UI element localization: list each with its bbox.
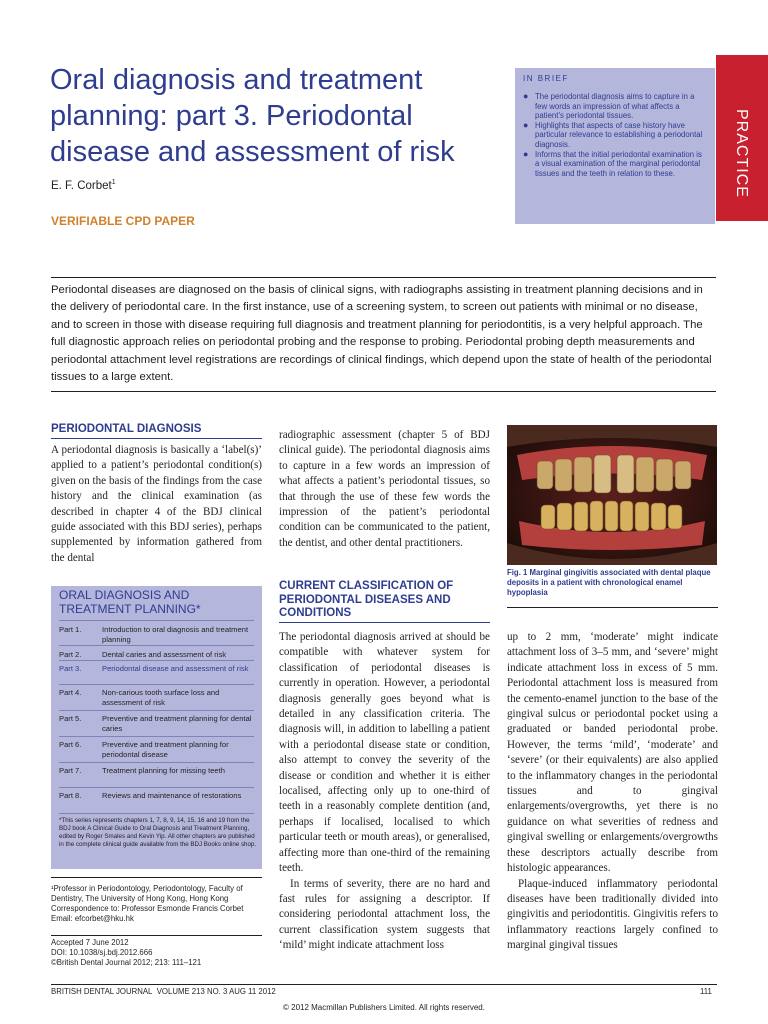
- in-brief-item-text: The periodontal diagnosis aims to capture in a few words an impression of what affects a patient’s periodontal tissues.: [535, 92, 695, 121]
- affiliation-rule: [51, 877, 262, 878]
- in-brief-item: [523, 121, 707, 150]
- series-box: [51, 586, 262, 869]
- in-brief-item: [523, 92, 707, 121]
- part-number: Part 2.: [59, 650, 82, 659]
- journal-name: BRITISH DENTAL JOURNAL: [51, 987, 153, 996]
- divider: [59, 710, 254, 711]
- part-number: Part 8.: [59, 791, 82, 800]
- abstract-bottom-rule: [51, 391, 716, 392]
- part-title: Dental caries and assessment of risk: [102, 650, 227, 659]
- meta-rule: [51, 935, 262, 936]
- page-number: 111: [700, 987, 712, 996]
- figure-caption-rule: [507, 607, 718, 608]
- copyright-line: © 2012 Macmillan Publishers Limited. All rights reserved.: [283, 1003, 485, 1012]
- divider: [59, 645, 254, 646]
- part-number: Part 1.: [59, 625, 82, 634]
- section-tab: [716, 55, 768, 221]
- body-paragraph: The periodontal diagnosis arrived at should be compatible with whatever system for classification of periodontal diseases is currently in operation. However, a periodontal diagnosis generally goes beyond what is detailed in any classification criteria. The diagnosis will, in addition to labelling a patient with a periodontal disease state or condition, also attempt to convey the severity of the disease or condition and whether it is either localised, affecting only up to one-third of teeth in a reasonably complete dentition (and, perhaps if localised, localised to which particular teeth or mouth areas), or generalised, affecting more than one-third of the remaining teeth.: [279, 631, 490, 875]
- article-title: Oral diagnosis and treatment planning: part 3. Periodontal disease and assessment of risk: [50, 64, 455, 168]
- body-paragraph: radiographic assessment (chapter 5 of BDJ clinical guide). The periodontal diagnosis aims to capture in a few words an impression of what affects a patient’s periodontal tissues, so that through the use of these few words the impression of the patient’s periodontal condition can be communicated to the patient, the dentist, and other dental practitioners.: [279, 429, 490, 549]
- correspondence-line: Correspondence to: Professor Esmonde Francis Corbet: [51, 904, 244, 913]
- part-title: Preventive and treatment planning for dental caries: [102, 714, 252, 733]
- section-heading: CURRENT CLASSIFICATION OF PERIODONTAL DISEASES AND CONDITIONS: [279, 580, 454, 619]
- accepted-date: Accepted 7 June 2012: [51, 938, 129, 947]
- part-number: Part 7.: [59, 766, 82, 775]
- in-brief-item-text: Highlights that aspects of case history have particular relevance to establishing a periodontal diagnosis.: [535, 120, 703, 149]
- author-affiliation-marker: 1: [111, 179, 116, 186]
- doi: DOI: 10.1038/sj.bdj.2012.666: [51, 948, 153, 957]
- part-title: Non-carious tooth surface loss and assessment of risk: [102, 688, 220, 707]
- series-box-heading: ORAL DIAGNOSIS AND TREATMENT PLANNING*: [59, 588, 201, 616]
- journal-issue: VOLUME 213 NO. 3 AUG 11 2012: [156, 987, 276, 996]
- divider: [59, 684, 254, 685]
- footer-rule: [51, 984, 717, 985]
- section-heading: PERIODONTAL DIAGNOSIS: [51, 423, 262, 439]
- cpd-label: VERIFIABLE CPD PAPER: [51, 214, 195, 228]
- body-paragraph: A periodontal diagnosis is basically a ‘label(s)’ applied to a patient’s periodontal condition(s) given on the basis of the findings from the case history and the clinical examination (as described in chapter 4 of the BDJ clinical guide associated with this BDJ series), perhaps supplemented by information gathered from the dental: [51, 444, 262, 564]
- bullet-icon: ●: [523, 119, 529, 130]
- part-title: Preventive and treatment planning for periodontal disease: [102, 740, 229, 759]
- divider: [59, 787, 254, 788]
- part-title: Periodontal disease and assessment of risk: [102, 664, 249, 673]
- footer-journal: [51, 987, 276, 996]
- part-number: Part 3.: [59, 664, 82, 673]
- part-number: Part 4.: [59, 688, 82, 697]
- column-2-text: [279, 630, 490, 954]
- part-number: Part 5.: [59, 714, 82, 723]
- column-3-text: [507, 630, 718, 954]
- divider: [59, 660, 254, 661]
- abstract: Periodontal diseases are diagnosed on the basis of clinical signs, with radiographs assisting in treatment planning decisions and in the delivery of periodontal care. In the first instance, use of a screening system, to screen out patients with minimal or no disease, and to screen in those with disease requiring full diagnosis and treatment planning for periodontitis, is a very helpful approach. The full diagnostic approach relies on periodontal probing and the response to probing. Periodontal probing depth measurements and periodontal attachment level registrations are recordings of clinical findings, which depend upon the state of health of the periodontal tissues to a large extent.: [51, 284, 712, 384]
- part-title: Introduction to oral diagnosis and treatment planning: [102, 625, 249, 644]
- clinical-photo-figure: [507, 425, 717, 565]
- divider: [59, 620, 254, 621]
- in-brief-item-text: Informs that the initial periodontal examination is a visual examination of the marginal periodontal tissues and the teeth in relation to these.: [535, 149, 702, 178]
- affiliation: [51, 884, 271, 924]
- section-tab-label: PRACTICE: [733, 109, 750, 198]
- divider: [59, 736, 254, 737]
- author-line: [51, 179, 116, 192]
- part-title: Reviews and maintenance of restorations: [102, 791, 242, 800]
- affiliation-line: ¹Professor in Periodontology, Periodontology, Faculty of Dentistry, The University of Hong Kong, Hong Kong: [51, 884, 243, 903]
- in-brief-heading: IN BRIEF: [523, 74, 569, 83]
- in-brief-box: [515, 68, 715, 224]
- author-name: E. F. Corbet: [51, 179, 112, 192]
- series-footnote: *This series represents chapters 1, 7, 8, 9, 14, 15, 16 and 19 from the BDJ book A Clinical Guide to Oral Diagnosis and Treatment Planning, edited by Roger Smales and Kevin Yip. All other chapters are published in the complete clinical guide available from the BDJ Books online shop.: [59, 817, 257, 849]
- body-paragraph: In terms of severity, there are no hard and fast rules for assigning a descriptor. If considering periodontal attachment loss, the current classification system suggests that ‘mild’ might indicate attachment loss: [279, 877, 490, 952]
- article-meta: [51, 938, 271, 968]
- mouth-photo-illustration: [507, 425, 717, 565]
- citation: ©British Dental Journal 2012; 213: 111–121: [51, 958, 202, 967]
- abstract-top-rule: [51, 277, 716, 278]
- divider: [59, 813, 254, 814]
- part-number: Part 6.: [59, 740, 82, 749]
- body-paragraph: Plaque-induced inflammatory periodontal diseases have been traditionally divided into gingivitis and periodontitis. Gingivitis refers to inflammatory reactions largely confined to marginal gingival tissues: [507, 877, 718, 952]
- section-heading-rule: [279, 622, 490, 623]
- email-line: Email: efcorbet@hku.hk: [51, 914, 134, 923]
- divider: [59, 762, 254, 763]
- part-title: Treatment planning for missing teeth: [102, 766, 225, 775]
- in-brief-item: [523, 150, 707, 179]
- figure-caption: Fig. 1 Marginal gingivitis associated with dental plaque deposits in a patient with chronological enamel hypoplasia: [507, 568, 711, 598]
- bullet-icon: ●: [523, 148, 529, 159]
- bullet-icon: ●: [523, 91, 529, 101]
- in-brief-list: [523, 92, 707, 178]
- body-paragraph: up to 2 mm, ‘moderate’ might indicate attachment loss of 3–5 mm, and ‘severe’ might indicate attachment loss in excess of 5 mm. Periodontal attachment loss is measured from the cemento-enamel junction to the base of the gingival sulcus or periodontal pocket using a graduated or banded periodontal probe. However, the terms ‘mild’, ‘moderate’ and ‘severe’ (or their equivalents) are also applied to the inflammatory changes in the periodontal tissues and to gingival enlargements/overgrowths, yet there is no guidance on what severities of redness and gingival swelling or enlargements/overgrowths these descriptors actually describe from histologic appearances.: [507, 631, 718, 875]
